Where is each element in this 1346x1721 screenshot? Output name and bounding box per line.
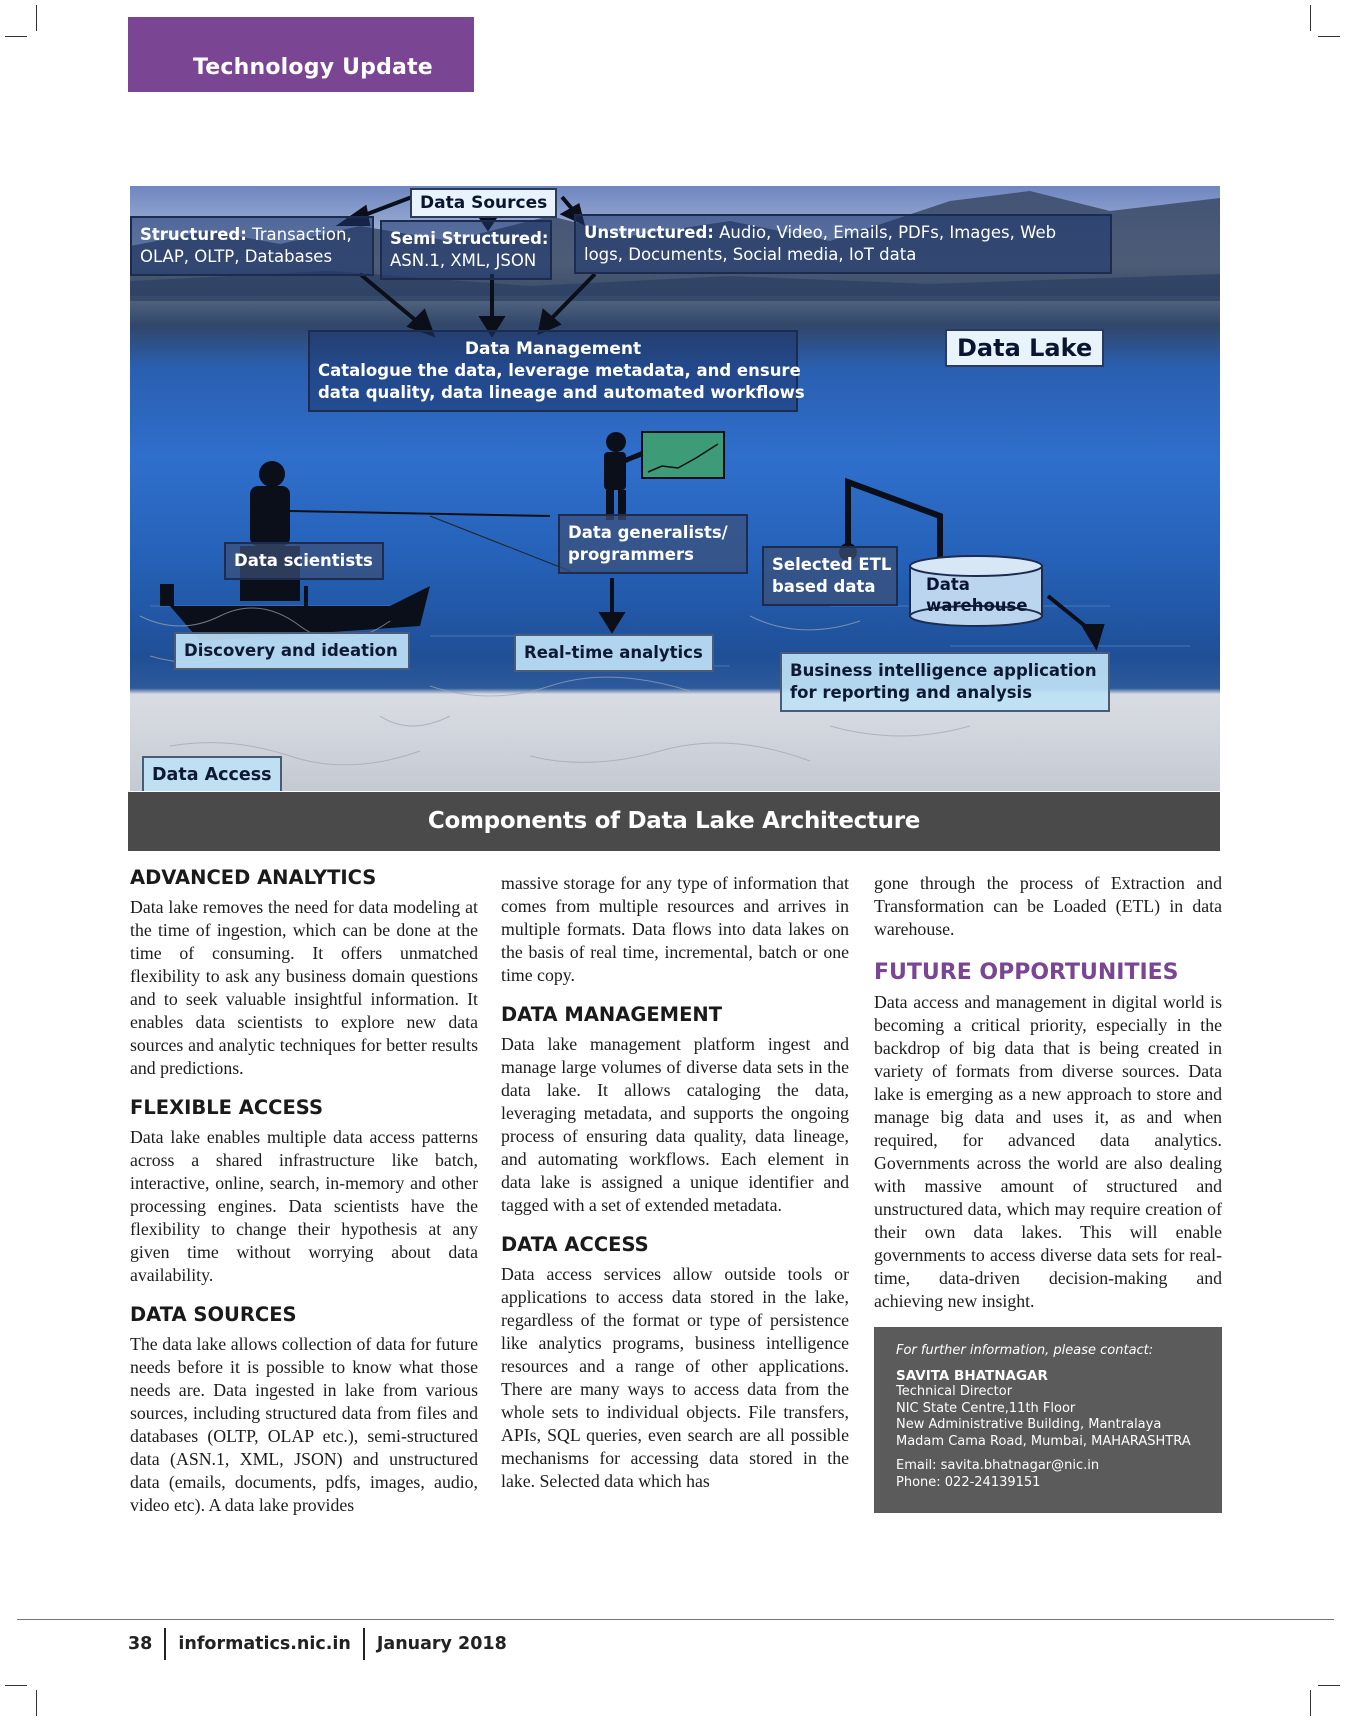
contact-phone: Phone: 022-24139151 [896,1474,1041,1490]
data-management-text-1: Catalogue the data, leverage metadata, and ensure [318,361,801,380]
column-2 [501,872,849,1493]
paragraph-data-sources: The data lake allows collection of data for future needs before it is possible to know what those needs are. Data ingested in lake from various sources, including structured data from files and databases (OLTP, OLAP etc.), semi-structured data (ASN.1, XML, JSON) and unstructured data (emails, documents, pdfs, images, audio, video etc). A data lake provides [130,1334,478,1515]
page-footer [128,1627,507,1661]
data-access-label: Data Access [142,756,282,791]
heading-advanced-analytics: ADVANCED ANALYTICS [130,866,377,889]
bi-line-1: Business intelligence application [790,661,1097,680]
realtime-analytics-label: Real-time analytics [514,634,714,672]
bi-application-label [780,652,1110,712]
data-generalists-label [558,514,748,574]
structured-text-2: OLAP, OLTP, Databases [140,247,333,266]
crop-mark [1318,1685,1340,1686]
analytics-screen [642,432,724,478]
data-lake-figure [128,186,1220,851]
heading-data-sources: DATA SOURCES [130,1303,297,1326]
bi-line-2: for reporting and analysis [790,683,1033,702]
selected-etl-line-1: Selected ETL [772,555,892,574]
paragraph-data-sources-continued: massive storage for any type of information that comes from multiple resources and arrives in multiple formats. Data flows into data lakes on the basis of real time, incremental, batch or one time copy. [501,873,849,985]
section-tag: Technology Update [128,17,474,92]
contact-name: SAVITA BHATNAGAR [896,1367,1048,1384]
crop-mark [36,1690,37,1716]
page-number: 38 [128,1634,153,1654]
structured-source-box [130,216,374,276]
paragraph-data-management: Data lake management platform ingest and manage large volumes of diverse data sets in the data lake. It allows cataloging the data, leveraging metadata, and supports the ongoing process of ensuring data quality, data lineage, and automating workflows. Each element in data lake is assigned a unique identifier and tagged with a set of extended metadata. [501,1034,849,1215]
discovery-ideation-label: Discovery and ideation [174,632,410,670]
footer-site[interactable]: informatics.nic.in [178,1634,351,1654]
crop-mark [5,36,27,37]
paragraph-future-opportunities: Data access and management in digital world is becoming a critical priority, especially in the backdrop of big data that is being created in variety of formats from diverse sources. Data lake is emerging as a new approach to store and manage big data and uses it, as and when required, for advanced data analytics. Governments across the world are also dealing with massive amount of structured and unstructured data, which may require creation of their own data lakes. This will enable governments to access diverse data sets for real-time, data-driven decision-making and achieving new insight. [874,992,1222,1311]
semi-structured-text: ASN.1, XML, JSON [390,251,537,270]
heading-flexible-access: FLEXIBLE ACCESS [130,1096,324,1119]
contact-email[interactable]: Email: savita.bhatnagar@nic.in [896,1458,1100,1473]
contact-address-1: NIC State Centre,11th Floor [896,1400,1076,1416]
semi-structured-title: Semi Structured: [390,229,549,248]
footer-separator [363,1628,365,1660]
data-lake-label: Data Lake [945,329,1104,367]
selected-etl-label [762,546,898,606]
data-management-title: Data Management [464,339,642,359]
contact-address-2: New Administrative Building, Mantralaya [896,1417,1162,1432]
paragraph-data-access: Data access services allow outside tools or applications to access data stored in the lake, regardless of the format or type of persistence like analytics programs, business intelligence resources and a range of other applications. There are many ways to access data from the whole sets to individual objects. File transfers, APIs, SQL queries, even search are all possible mechanisms for accessing data stored in the lake. Selected data which has [501,1264,849,1491]
footer-rule [17,1619,1334,1620]
crop-mark [36,5,37,31]
footer-separator [164,1628,166,1660]
unstructured-title: Unstructured: [584,223,714,242]
contact-box [874,1327,1222,1513]
figure-caption: Components of Data Lake Architecture [128,792,1220,851]
unstructured-text-2: logs, Documents, Social media, IoT data [584,245,917,264]
paragraph-flexible-access: Data lake enables multiple data access patterns across a shared infrastructure like batch, interactive, online, search, in-memory and other processing engines. Data scientists have the flexibility to change their hypothesis at any given time without worrying about data availability. [130,1127,478,1285]
warehouse-label [926,574,1028,616]
data-management-text-2: data quality, data lineage and automated workflows [318,383,805,402]
heading-future-opportunities: FUTURE OPPORTUNITIES [874,960,1179,985]
column-3 [874,872,1222,1513]
data-management-box [308,330,805,412]
fishing-rod [290,511,550,516]
crop-mark [1310,1690,1311,1716]
warehouse-line-1: Data [926,575,970,594]
crop-mark [5,1685,27,1686]
heading-data-management: DATA MANAGEMENT [501,1003,723,1026]
unstructured-text: Audio, Video, Emails, PDFs, Images, Web [713,223,1057,242]
paragraph-data-access-continued: gone through the process of Extraction and Transformation can be Loaded (ETL) in data warehouse. [874,873,1222,939]
footer-date: January 2018 [376,1634,507,1654]
figure-artwork [130,186,1220,791]
data-generalists-line-2: programmers [568,545,694,564]
heading-data-access: DATA ACCESS [501,1233,649,1256]
warehouse-line-2: warehouse [926,596,1028,615]
crop-mark [1310,5,1311,31]
selected-etl-line-2: based data [772,577,876,596]
data-scientists-label: Data scientists [224,542,384,580]
fishing-line [430,516,570,571]
column-1 [130,866,478,1517]
structured-title: Structured: [140,225,247,244]
data-generalists-line-1: Data generalists/ [568,523,728,542]
presenter-silhouette [604,432,646,520]
unstructured-source-box [574,214,1112,274]
contact-title: Technical Director [896,1384,1013,1399]
paragraph-advanced-analytics: Data lake removes the need for data modeling at the time of ingestion, which can be done at the time of consuming. It offers unmatched flexibility to ask any business domain questions and to seek valuable insightful information. It enables data scientists to explore new data sources and analytic techniques for better results and predictions. [130,897,478,1078]
structured-text: Transaction, [246,225,352,244]
data-sources-label: Data Sources [410,188,557,218]
crop-mark [1318,36,1340,37]
semi-structured-source-box [380,220,552,280]
contact-address-3: Madam Cama Road, Mumbai, MAHARASHTRA [896,1433,1191,1449]
contact-lead: For further information, please contact: [896,1343,1154,1358]
